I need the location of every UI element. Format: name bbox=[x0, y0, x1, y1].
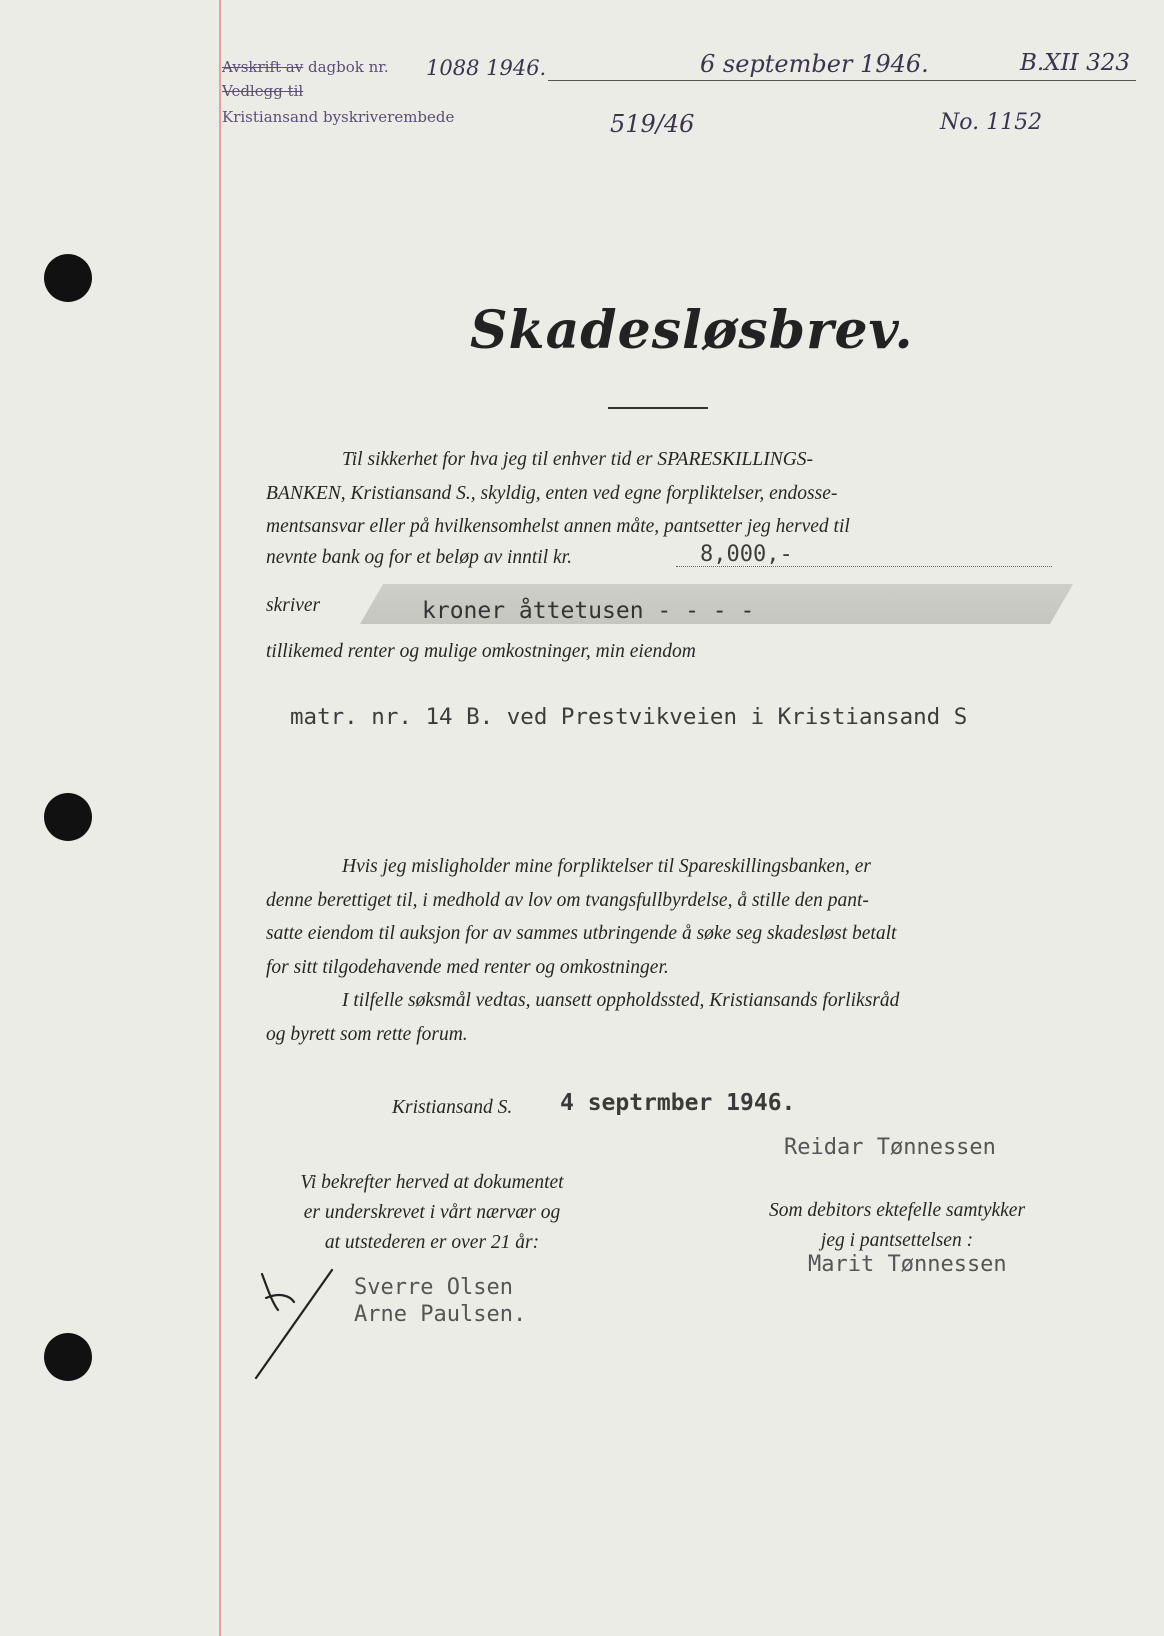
header-rule bbox=[548, 80, 1136, 81]
witness-text-line3: at utstederen er over 21 år: bbox=[324, 1232, 540, 1253]
witness-1: Sverre Olsen bbox=[354, 1275, 513, 1300]
entry-number: No. 1152 bbox=[940, 110, 1043, 135]
witness-text-line1: Vi bekrefter herved at dokumentet bbox=[300, 1172, 564, 1193]
date-typed: 4 septrmber 1946. bbox=[560, 1090, 796, 1116]
stamp-line3: Kristiansand byskriverembede bbox=[222, 108, 455, 126]
stamp-line2: Vedlegg til bbox=[222, 82, 304, 100]
witness-text-line2: er underskrevet i vårt nærvær og bbox=[303, 1202, 561, 1223]
reference-handwritten: B.XII 323 bbox=[1020, 50, 1130, 76]
paragraph-1 bbox=[266, 443, 1052, 544]
para2-line4: for sitt tilgodehavende med renter og omkostninger. bbox=[266, 956, 669, 978]
place: Kristiansand S. bbox=[392, 1097, 513, 1118]
para2-line1: Hvis jeg misligholder mine forpliktelser til Spareskillingsbanken, er bbox=[342, 856, 871, 877]
spouse-text-line1: Som debitors ektefelle samtykker bbox=[768, 1200, 1026, 1221]
skriver-label: skriver bbox=[266, 595, 321, 616]
debtor-name: Reidar Tønnessen bbox=[784, 1135, 996, 1160]
witness-text bbox=[262, 1168, 602, 1258]
stamp-avskrift: Avskrift av bbox=[222, 58, 304, 76]
amount-words: kroner åttetusen - - - - bbox=[422, 598, 755, 624]
para3-line2: og byrett som rette forum. bbox=[266, 1023, 468, 1045]
para2-line3: satte eiendom til auksjon for av sammes utbringende å søke seg skadesløst betalt bbox=[266, 923, 897, 944]
document-title: Skadesløsbrev. bbox=[470, 300, 914, 361]
date-handwritten: 6 september 1946. bbox=[700, 50, 929, 78]
amount-dotted-line bbox=[676, 566, 1052, 567]
stamp-dagbok: dagbok nr. bbox=[308, 58, 389, 76]
para1-line3: mentsansvar eller på hvilkensomhelst annen måte, pantsetter jeg herved til bbox=[266, 516, 850, 537]
para3-line1: I tilfelle søksmål vedtas, uansett oppholdssted, Kristiansands forliksråd bbox=[342, 990, 900, 1011]
amount-lead: nevnte bank og for et beløp av inntil kr. bbox=[266, 547, 572, 568]
spouse-text-line2: jeg i pantsettelsen : bbox=[820, 1230, 974, 1251]
paragraph-2 bbox=[266, 850, 1052, 1051]
amount-value: 8,000,- bbox=[700, 542, 793, 567]
punch-hole-bottom bbox=[44, 1333, 92, 1381]
para1-line1: Til sikkerhet for hva jeg til enhver tid er SPARESKILLINGS- bbox=[342, 449, 814, 470]
title-underline bbox=[608, 407, 708, 409]
property-description: matr. nr. 14 B. ved Prestvikveien i Kristiansand S bbox=[290, 704, 968, 730]
punch-hole-top bbox=[44, 254, 92, 302]
case-number: 519/46 bbox=[610, 110, 695, 138]
stamp-line1 bbox=[222, 58, 389, 76]
spouse-name: Marit Tønnessen bbox=[808, 1252, 1007, 1277]
para2-line2: denne berettiget til, i medhold av lov om tvangsfullbyrdelse, å stille den pant- bbox=[266, 889, 869, 911]
witness-2: Arne Paulsen. bbox=[354, 1302, 527, 1327]
dagbok-number: 1088 1946. bbox=[426, 56, 547, 80]
punch-hole-middle bbox=[44, 793, 92, 841]
para1-line2: BANKEN, Kristiansand S., skyldig, enten ved egne forpliktelser, endosse- bbox=[266, 482, 838, 504]
pen-mark bbox=[250, 1262, 340, 1382]
tillike-line: tillikemed renter og mulige omkostninger, min eiendom bbox=[266, 641, 696, 662]
spouse-text bbox=[732, 1196, 1062, 1256]
margin-line bbox=[219, 0, 221, 1636]
